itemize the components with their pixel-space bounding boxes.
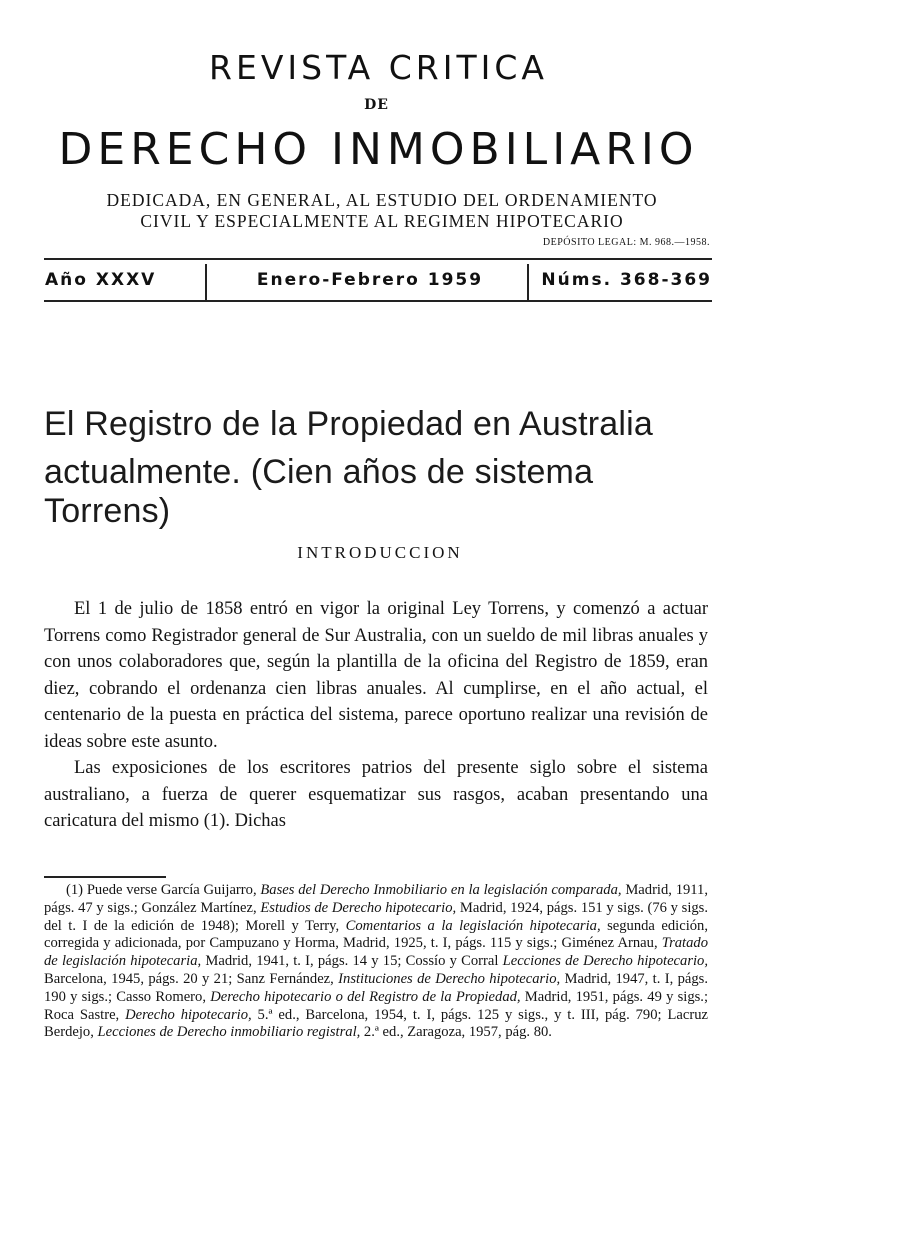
footnote-segment: Madrid, 1941, t. I, págs. 14 y 15; Cossío y Corral bbox=[201, 953, 503, 970]
dedication-line1: DEDICADA, EN GENERAL, AL ESTUDIO DEL ORDENAMIENTO bbox=[106, 190, 658, 210]
article-title-line2: actualmente. (Cien años de sistema Torrens) bbox=[44, 453, 594, 530]
issue-date: Enero-Febrero 1959 bbox=[256, 270, 484, 290]
issue-divider bbox=[205, 264, 207, 300]
footnote-segment: Madrid, 1947, t. I, págs. 190 y sigs.; Casso Romero, bbox=[44, 970, 708, 1005]
legal-deposit: DEPÓSITO LEGAL: M. 968.—1958. bbox=[542, 237, 710, 248]
footnote-text bbox=[44, 882, 708, 1042]
footnote-cited-work: Estudios de Derecho hipotecario, bbox=[260, 899, 457, 916]
dedication-line2: CIVIL Y ESPECIALMENTE AL REGIMEN HIPOTECARIO bbox=[140, 211, 624, 231]
footnote-cited-work: Bases del Derecho Inmobiliario en la legislación comparada, bbox=[260, 882, 622, 898]
footnote-segment: Puede verse García Guijarro, bbox=[83, 882, 261, 898]
footnote-segment: Madrid, 1951, págs. 49 y sigs.; Roca Sastre, bbox=[44, 988, 709, 1023]
footnote-segment: Madrid, 1924, págs. 151 y sigs. (76 y sigs. del t. I de la edición de 1948); Morell y Terry, bbox=[44, 899, 708, 934]
footnote-cited-work: Instituciones de Derecho hipotecario, bbox=[338, 970, 561, 987]
journal-title-de: DE bbox=[364, 97, 389, 113]
footnote-cited-work: Derecho hipotecario, bbox=[125, 1006, 252, 1023]
journal-title-line2: DERECHO INMOBILIARIO bbox=[58, 124, 699, 175]
footnote-cited-work: Lecciones de Derecho inmobiliario registral, bbox=[97, 1024, 361, 1041]
footnote-cited-work: Comentarios a la legislación hipotecaria, bbox=[345, 917, 601, 934]
footnote bbox=[44, 882, 708, 1042]
issue-bar-top-rule bbox=[44, 258, 712, 260]
section-heading: INTRODUCCION bbox=[297, 543, 463, 562]
footnote-segment: 5.ª ed., Barcelona, 1954, t. I, págs. 125 y sigs., y t. III, pág. 790; Lacruz Berdejo, bbox=[44, 1006, 708, 1041]
footnote-segment: 2.ª ed., Zaragoza, 1957, pág. 80. bbox=[360, 1024, 552, 1041]
article-body bbox=[44, 596, 708, 835]
issue-year: Año XXXV bbox=[45, 270, 157, 290]
footnote-marker: (1) bbox=[66, 882, 84, 898]
footnote-cited-work: Derecho hipotecario o del Registro de la Propiedad, bbox=[210, 988, 521, 1005]
footnote-cited-work: Tratado de legislación hipotecaria, bbox=[44, 935, 708, 970]
journal-title-line1: REVISTA CRITICA bbox=[209, 48, 548, 87]
footnote-segment: Barcelona, 1945, págs. 20 y 21; Sanz Fernández, bbox=[44, 970, 339, 987]
footnote-segment: segunda edición, corregida y adicionada, por Campuzano y Horma, Madrid, 1925, t. I, págs. 115 y sigs.; Giménez Arnau, bbox=[44, 917, 708, 952]
footnote-cited-work: Lecciones de Derecho hipotecario, bbox=[502, 953, 708, 970]
article-title-line1: El Registro de la Propiedad en Australia bbox=[44, 405, 654, 443]
body-paragraph: Las exposiciones de los escritores patrios del presente siglo sobre el sistema australiano, a fuerza de querer esquematizar sus rasgos, acaban presentando una caricatura del mismo (1). Dichas bbox=[44, 758, 708, 831]
body-paragraph: El 1 de julio de 1858 entró en vigor la original Ley Torrens, y comenzó a actuar Torrens como Registrador general de Sur Australia, con un sueldo de mil libras anuales y con unos colaboradores que, según la plantilla de la oficina del Registro de 1859, eran diez, cobrando el ordenanza cien libras anuales. Al cumplirse, en el año actual, el centenario de la puesta en práctica del sistema, parece oportuno realizar una revisión de ideas sobre este asunto. bbox=[44, 599, 708, 752]
footnote-segment: Madrid, 1911, págs. 47 y sigs.; González Martínez, bbox=[44, 882, 709, 916]
footnote-rule bbox=[44, 876, 166, 878]
issue-numbers: Núms. 368-369 bbox=[541, 270, 712, 290]
issue-bar-bottom-rule bbox=[44, 300, 712, 302]
issue-divider bbox=[527, 264, 529, 300]
